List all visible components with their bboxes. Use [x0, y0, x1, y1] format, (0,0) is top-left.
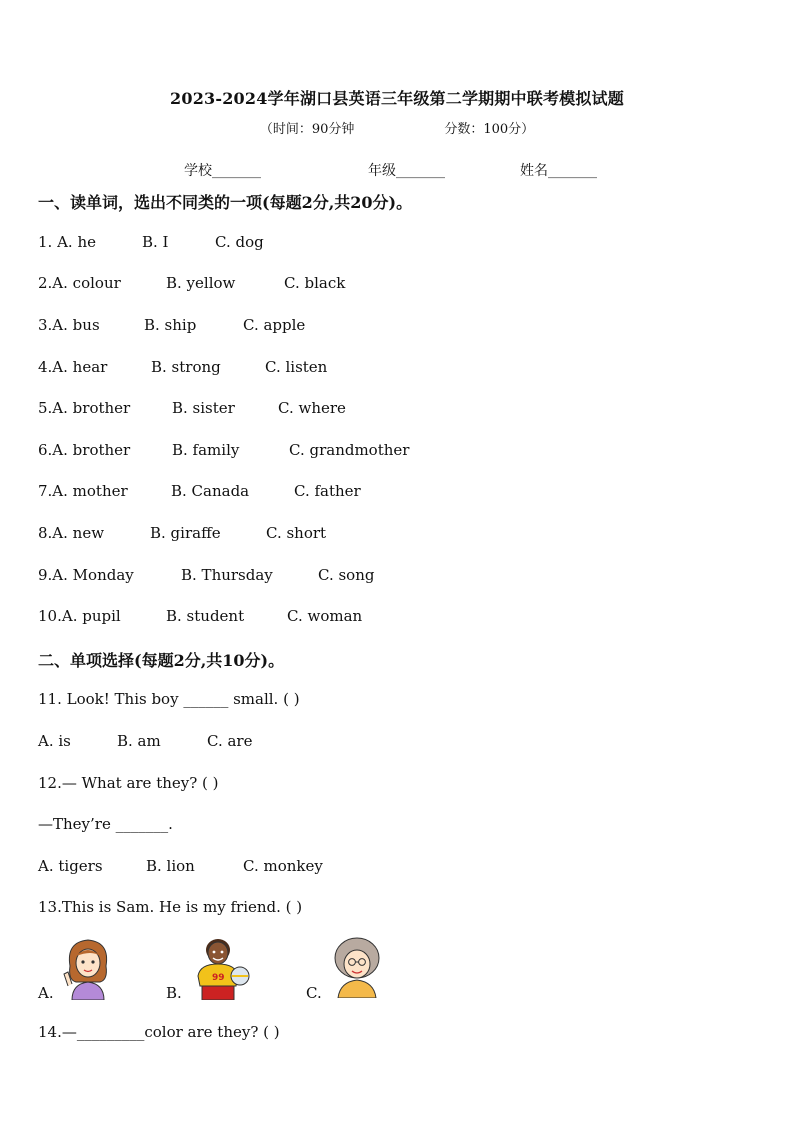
question-13-picture-options	[38, 936, 438, 1002]
page-title: 2023-2024学年湖口县英语三年级第二学期期中联考模拟试题	[170, 89, 624, 108]
svg-text:99: 99	[212, 973, 225, 983]
option-b-label: B.	[166, 984, 182, 1002]
grade-field: 年级_______	[368, 163, 445, 179]
exam-info	[0, 118, 794, 137]
option-a-label: A.	[38, 984, 54, 1002]
section-2-heading: 二、单项选择(每题2分,共10分)。	[38, 651, 285, 670]
option-c-label: C.	[306, 984, 322, 1002]
school-field: 学校_______	[184, 163, 261, 179]
grandmother-picture	[332, 936, 382, 998]
question-12: 12.— What are they? ( )	[38, 774, 219, 792]
question-13: 13.This is Sam. He is my friend. ( )	[38, 898, 303, 916]
girl-picture	[62, 936, 114, 1000]
section-1-heading: 一、读单词，选出不同类的一项(每题2分,共20分)。	[38, 193, 413, 212]
exam-time: （时间：90分钟	[259, 122, 355, 137]
football-boy-picture	[192, 936, 252, 1000]
question-11: 11. Look! This boy ______ small. ( )	[38, 690, 300, 708]
question-14: 14.—_________color are they? ( )	[38, 1023, 280, 1041]
exam-score: 分数：100分）	[444, 122, 535, 137]
question-12-answer-line: —They’re _______.	[38, 815, 173, 833]
name-field: 姓名_______	[520, 163, 597, 179]
